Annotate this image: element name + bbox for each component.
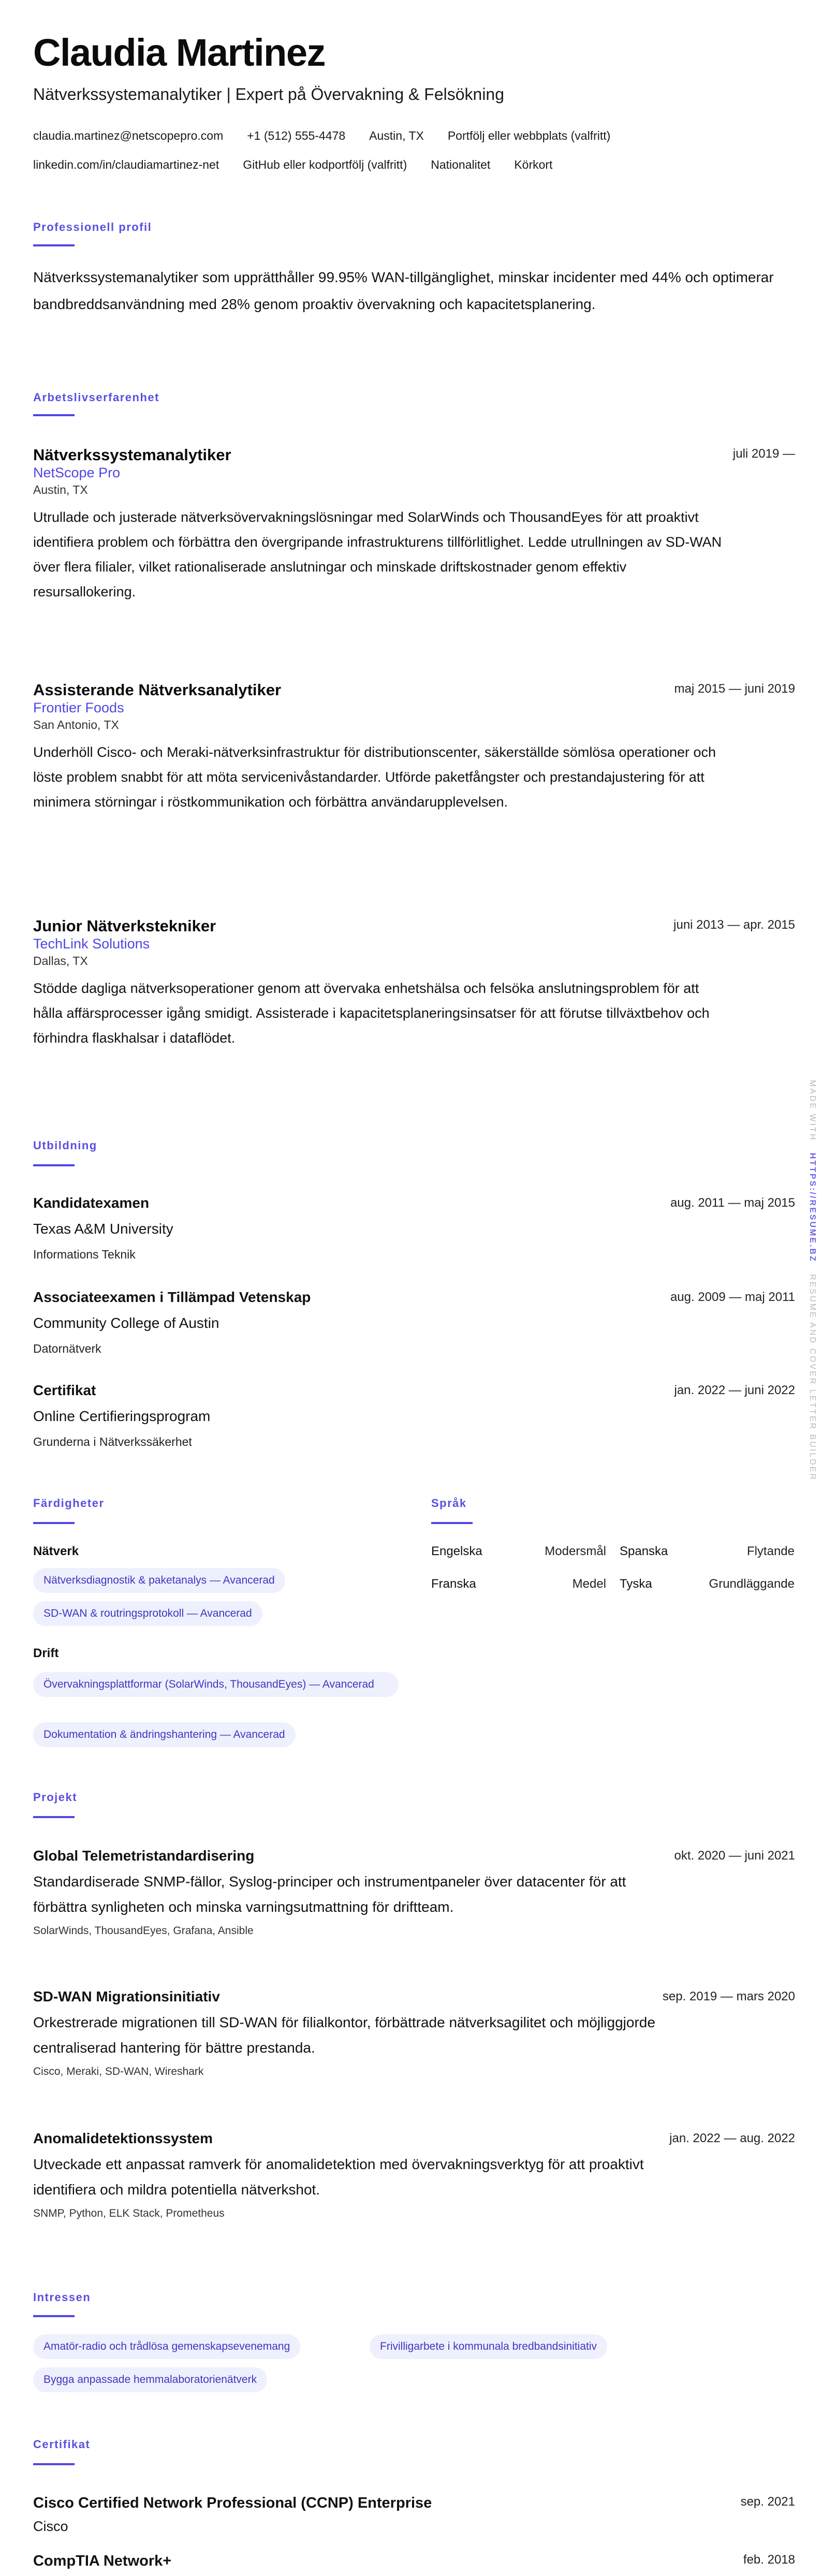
- project-title: SD-WAN Migrationsinitiativ: [33, 1988, 220, 2004]
- interest-chip: Bygga anpassade hemmalaboratorienätverk: [33, 2367, 267, 2392]
- section-heading-certificates: Certifikat: [33, 2438, 91, 2451]
- section-heading-profile: Professionell profil: [33, 221, 152, 233]
- language-name: Tyska: [620, 1577, 652, 1591]
- experience-item: [33, 916, 795, 1050]
- language-level: Medel: [572, 1577, 606, 1591]
- section-heading-skills: Färdigheter: [33, 1497, 105, 1510]
- interest-chip: Amatör-radio och trådlösa gemenskapsevenemang: [33, 2334, 300, 2359]
- language-item: [620, 1543, 795, 1560]
- watermark-prefix: MADE WITH: [808, 1080, 817, 1141]
- skill-category: Nätverk: [33, 1544, 79, 1558]
- education-dates: aug. 2009 — maj 2011: [670, 1290, 795, 1304]
- project-title: Global Telemetristandardisering: [33, 1848, 255, 1864]
- experience-item: [33, 680, 795, 814]
- job-description: Utrullade och justerade nätverksövervakningslösningar med SolarWinds och ThousandEyes för att proaktivt identifiera problem och förbättra den övergripande infrastrukturens tillförlitlighet. Ledde utrullningen av SD-WAN över flera filialer, vilket rationaliserade anslutningar och minskade driftskostnader genom effektiv resursallokering.: [33, 509, 722, 599]
- watermark-link[interactable]: HTTPS://RESUME.BZ: [808, 1152, 817, 1263]
- skill-chip: Nätverksdiagnostik & paketanalys — Avancerad: [33, 1568, 285, 1593]
- job-description: Underhöll Cisco- och Meraki-nätverksinfrastruktur för distributionscenter, säkerställde sömlösa operationer och löste problem snabbt för att möta servicenivåstandarder. Utförde paketfångster och prestandajustering för att minimera störningar i röstkommunikation och förbättra användarupplevelsen.: [33, 744, 716, 810]
- section-underline: [431, 1522, 473, 1524]
- certificate-issuer: Cisco: [33, 2519, 68, 2534]
- language-name: Franska: [431, 1577, 476, 1591]
- job-dates: juli 2019 —: [732, 447, 795, 461]
- job-location: San Antonio, TX: [33, 718, 119, 731]
- field-of-study: Grunderna i Nätverkssäkerhet: [33, 1435, 192, 1448]
- contact-linkedin[interactable]: linkedin.com/in/claudiamartinez-net: [33, 158, 219, 171]
- school: Texas A&M University: [33, 1221, 173, 1237]
- section-heading-interests: Intressen: [33, 2291, 91, 2304]
- candidate-name: Claudia Martinez: [33, 31, 325, 74]
- job-company: NetScope Pro: [33, 465, 121, 480]
- project-title: Anomalidetektionssystem: [33, 2130, 213, 2146]
- field-of-study: Datornätverk: [33, 1342, 101, 1355]
- watermark-suffix: RESUME AND COVER LETTER BUILDER: [808, 1274, 817, 1481]
- contact-email[interactable]: claudia.martinez@netscopepro.com: [33, 129, 224, 142]
- project-description: Utveckade ett anpassat ramverk för anomalidetektion med övervakningsverktyg för att proaktivt identifiera och mildra potentiella nätverkshot.: [33, 2156, 644, 2198]
- skill-chip: Dokumentation & ändringshantering — Avancerad: [33, 1722, 296, 1747]
- contact-license: Körkort: [514, 158, 553, 171]
- builder-watermark: [806, 1080, 818, 1481]
- skill-category: Drift: [33, 1646, 59, 1660]
- education-item: [33, 1288, 795, 1356]
- skill-chip: SD-WAN & routringsprotokoll — Avancerad: [33, 1601, 262, 1626]
- school: Online Certifieringsprogram: [33, 1408, 211, 1424]
- degree: Certifikat: [33, 1382, 96, 1398]
- job-title: Junior Nätverkstekniker: [33, 917, 216, 935]
- language-level: Grundläggande: [709, 1577, 795, 1591]
- degree: Associateexamen i Tillämpad Vetenskap: [33, 1289, 311, 1305]
- education-item: [33, 1194, 795, 1262]
- section-underline: [33, 244, 75, 246]
- project-dates: sep. 2019 — mars 2020: [662, 1989, 795, 2003]
- section-underline: [33, 414, 75, 416]
- section-underline: [33, 1164, 75, 1166]
- project-dates: okt. 2020 — juni 2021: [674, 1849, 795, 1863]
- project-item: [33, 2129, 795, 2221]
- certificate-title: Cisco Certified Network Professional (CCNP) Enterprise: [33, 2495, 432, 2511]
- section-underline: [33, 1816, 75, 1818]
- section-heading-languages: Språk: [431, 1497, 467, 1510]
- certificate-item: [33, 2493, 795, 2536]
- contact-row-2: [33, 157, 799, 172]
- field-of-study: Informations Teknik: [33, 1248, 136, 1261]
- section-underline: [33, 2315, 75, 2317]
- job-company: Frontier Foods: [33, 700, 124, 715]
- contact-location: Austin, TX: [369, 129, 424, 142]
- job-location: Austin, TX: [33, 483, 88, 496]
- job-dates: maj 2015 — juni 2019: [674, 682, 795, 696]
- section-heading-experience: Arbetslivserfarenhet: [33, 391, 159, 404]
- certificate-item: [33, 2551, 795, 2571]
- contact-row-1: [33, 128, 799, 143]
- certificate-title: CompTIA Network+: [33, 2553, 172, 2569]
- languages-grid: [431, 1543, 795, 1592]
- profile-summary: Nätverkssystemanalytiker som upprätthåller 99.95% WAN-tillgänglighet, minskar incidenter med 44% och optimerar bandbreddsanvändning med 28% genom proaktiv övervakning och kapacitetsplanering.: [33, 269, 774, 312]
- experience-item: [33, 445, 795, 604]
- candidate-headline: Nätverkssystemanalytiker | Expert på Övervakning & Felsökning: [33, 85, 505, 104]
- contact-nationality: Nationalitet: [431, 158, 491, 171]
- interest-chip: Frivilligarbete i kommunala bredbandsinitiativ: [370, 2334, 607, 2359]
- degree: Kandidatexamen: [33, 1195, 150, 1211]
- contact-phone[interactable]: +1 (512) 555-4478: [247, 129, 346, 142]
- contact-portfolio[interactable]: Portfölj eller webbplats (valfritt): [447, 129, 611, 142]
- job-title: Nätverkssystemanalytiker: [33, 446, 231, 464]
- project-item: [33, 1987, 795, 2080]
- certificate-date: sep. 2021: [740, 2495, 795, 2509]
- contact-github[interactable]: GitHub eller kodportfölj (valfritt): [243, 158, 407, 171]
- project-tech: SolarWinds, ThousandEyes, Grafana, Ansible: [33, 1925, 254, 1937]
- section-heading-projects: Projekt: [33, 1791, 78, 1804]
- language-item: [620, 1576, 795, 1592]
- job-company: TechLink Solutions: [33, 936, 150, 952]
- project-description: Orkestrerade migrationen till SD-WAN för filialkontor, förbättrade nätverksagilitet och möjliggjorde centraliserad hantering för bättre prestanda.: [33, 2014, 655, 2056]
- education-dates: aug. 2011 — maj 2015: [670, 1196, 795, 1210]
- project-item: [33, 1847, 795, 1939]
- language-name: Spanska: [620, 1544, 668, 1558]
- job-title: Assisterande Nätverksanalytiker: [33, 681, 282, 699]
- project-tech: SNMP, Python, ELK Stack, Prometheus: [33, 2207, 225, 2219]
- education-item: [33, 1381, 795, 1450]
- certificate-date: feb. 2018: [743, 2553, 795, 2567]
- project-dates: jan. 2022 — aug. 2022: [669, 2131, 795, 2145]
- section-underline: [33, 1522, 75, 1524]
- skill-chip: Övervakningsplattformar (SolarWinds, ThousandEyes) — Avancerad: [33, 1672, 399, 1697]
- job-location: Dallas, TX: [33, 954, 88, 968]
- language-level: Modersmål: [545, 1544, 606, 1558]
- education-dates: jan. 2022 — juni 2022: [674, 1383, 795, 1397]
- section-heading-education: Utbildning: [33, 1139, 97, 1152]
- project-description: Standardiserade SNMP-fällor, Syslog-principer och instrumentpaneler över datacenter för att förbättra synligheten och minska varningsutmattning för driftteam.: [33, 1874, 626, 1915]
- language-item: [431, 1543, 606, 1560]
- language-item: [431, 1576, 606, 1592]
- school: Community College of Austin: [33, 1315, 219, 1331]
- job-description: Stödde dagliga nätverksoperationer genom att övervaka enhetshälsa och felsöka anslutningsproblem för att hålla affärsprocesser igång smidigt. Assisterade i kapacitetsplaneringsinsatser för att förutse tillväxtbehov och förhindra flaskhalsar i dataflödet.: [33, 980, 710, 1046]
- language-level: Flytande: [746, 1544, 795, 1558]
- section-underline: [33, 2463, 75, 2465]
- language-name: Engelska: [431, 1544, 482, 1558]
- project-tech: Cisco, Meraki, SD-WAN, Wireshark: [33, 2066, 204, 2077]
- job-dates: juni 2013 — apr. 2015: [673, 918, 795, 932]
